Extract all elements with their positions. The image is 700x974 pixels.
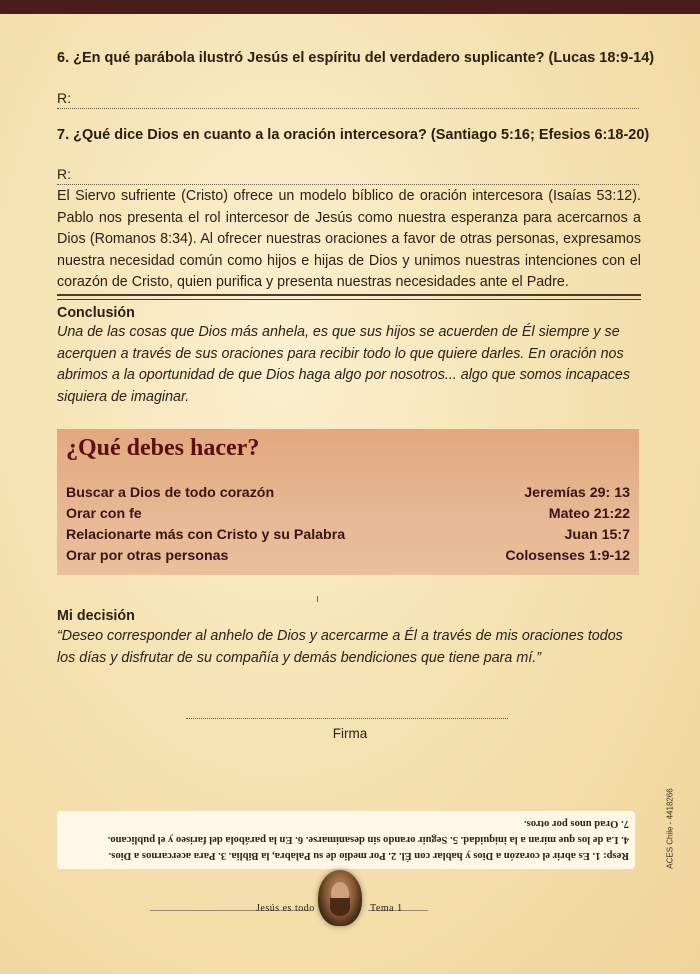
signature-line[interactable] bbox=[186, 718, 508, 719]
what-to-do-row bbox=[66, 548, 630, 568]
scripture-ref: Colosenses 1:9-12 bbox=[505, 548, 630, 564]
what-to-do-row bbox=[66, 527, 630, 547]
scripture-ref: Jeremías 29: 13 bbox=[524, 485, 630, 501]
answer-line-7[interactable] bbox=[57, 166, 639, 185]
what-to-do-row bbox=[66, 485, 630, 505]
answer-key-box bbox=[57, 811, 635, 869]
scripture-ref: Juan 15:7 bbox=[564, 527, 630, 543]
section-divider bbox=[57, 294, 641, 300]
conclusion-text: Una de las cosas que Dios más anhela, es que sus hijos se acuerden de Él siempre y se acerquen a través de sus oraciones para recibir todo lo que quiere darles. En oración nos abrimos a la oportunidad de que Dios haga algo por nosotros... algo que somos incapaces siquiera de imaginar. bbox=[57, 324, 631, 405]
scripture-ref: Mateo 21:22 bbox=[548, 506, 630, 522]
answer-key-line: 7. Orad unos por otros. bbox=[524, 818, 629, 829]
action-text: Orar con fe bbox=[66, 506, 142, 522]
question-7: 7. ¿Qué dice Dios en cuanto a la oración intercesora? (Santiago 5:16; Efesios 6:18-20) bbox=[57, 127, 650, 143]
answer-line-6[interactable] bbox=[57, 90, 639, 109]
conclusion-heading: Conclusión bbox=[57, 305, 135, 321]
stray-mark: ı bbox=[316, 593, 320, 605]
portrait-image bbox=[318, 870, 362, 926]
side-code bbox=[660, 780, 674, 880]
answer-label-6: R: bbox=[57, 90, 71, 106]
intercession-paragraph: El Siervo sufriente (Cristo) ofrece un modelo bíblico de oración intercesora (Isaías 53:12). Pablo nos presenta el rol intercesor de Jesús como nuestra esperanza para acercarnos a Dios (Romanos 8:34). Al ofrecer nuestras oraciones a favor de otras personas, expresamos nuestra necesidad común como hijos e hijas de Dios y unimos nuestras intenciones con el corazón de Cristo, quien purifica y presenta nuestras necesidades ante el Padre. bbox=[57, 188, 641, 290]
answer-key-line: Resp: 1. Es abrir el corazón a Dios y hablar con Él. 2. Por medio de su Palabra, la Biblia. 3. Para acercarnos a Dios. bbox=[108, 850, 629, 861]
answer-label-7: R: bbox=[57, 166, 71, 182]
footer-left-text: Jesús es todo bbox=[256, 903, 315, 914]
action-text: Buscar a Dios de todo corazón bbox=[66, 485, 275, 501]
top-bar bbox=[0, 0, 700, 14]
footer-right-text: Tema 1 bbox=[370, 903, 403, 914]
action-text: Orar por otras personas bbox=[66, 548, 229, 564]
answer-key-line: 4. La de los que miran a la iniquidad. 5. Seguir orando sin desanimarse. 6. En la parábola del fariseo y el publicano. bbox=[107, 834, 629, 845]
decision-text: “Deseo corresponder al anhelo de Dios y acercarme a Él a través de mis oraciones todos los días y disfrutar de su compañía y demás bendiciones que tiene para mí.” bbox=[57, 628, 623, 666]
decision-heading: Mi decisión bbox=[57, 608, 135, 624]
what-to-do-box bbox=[57, 429, 639, 575]
what-to-do-row bbox=[66, 506, 630, 526]
question-6: 6. ¿En qué parábola ilustró Jesús el espíritu del verdadero suplicante? (Lucas 18:9-14) bbox=[57, 50, 655, 66]
signature-label: Firma bbox=[332, 726, 368, 741]
action-text: Relacionarte más con Cristo y su Palabra bbox=[66, 527, 346, 543]
side-code-text: ACES Chile - 4418266 bbox=[665, 788, 675, 869]
answer-key-upside-down bbox=[63, 815, 629, 863]
what-to-do-title: ¿Qué debes hacer? bbox=[66, 435, 260, 461]
